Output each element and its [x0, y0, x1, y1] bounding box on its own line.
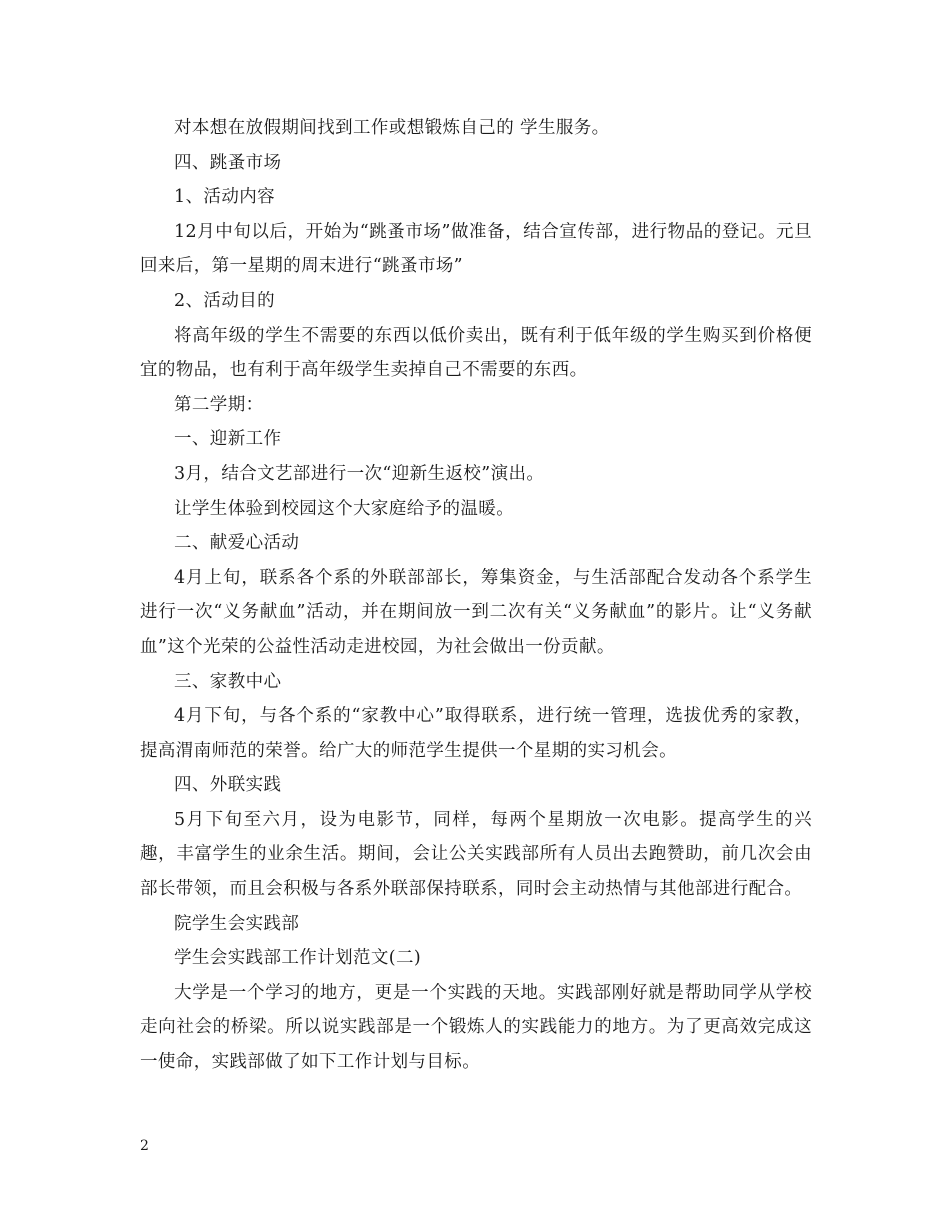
document-title: 学生会实践部工作计划范文(二) [174, 948, 422, 969]
section-heading: 四、外联实践 [174, 775, 282, 796]
section-heading: 二、献爱心活动 [174, 533, 300, 554]
semester-heading: 第二学期： [174, 394, 264, 415]
section-heading: 一、迎新工作 [174, 429, 282, 450]
paragraph: 3月，结合文艺部进行一次“迎新生返校”演出。 [174, 463, 545, 484]
subsection-heading: 1、活动内容 [174, 187, 276, 208]
paragraph: 4月上旬，联系各个系的外联部部长，筹集资金，与生活部配合发动各个系学生进行一次“义务献血”活动，并在期间放一到二次有关“义务献血”的影片。让“义务献血”这个光荣的公益性活动走进校园，为社会做出一份贡献。 [140, 567, 812, 657]
paragraph: 让学生体验到校园这个大家庭给予的温暖。 [174, 498, 515, 519]
subsection-heading: 2、活动目的 [174, 290, 276, 311]
document-body [140, 111, 812, 1080]
paragraph: 5月下旬至六月，设为电影节，同样，每两个星期放一次电影。提高学生的兴趣，丰富学生的业余生活。期间，会让公关实践部所有人员出去跑赞助，前几次会由部长带领，而且会积极与各系外联部保持联系，同时会主动热情与其他部进行配合。 [140, 809, 812, 900]
section-heading: 三、家教中心 [174, 671, 282, 692]
paragraph: 4月下旬，与各个系的“家教中心”取得联系，进行统一管理，选拔优秀的家教，提高渭南师范的荣誉。给广大的师范学生提供一个星期的实习机会。 [140, 706, 812, 761]
paragraph: 大学是一个学习的地方，更是一个实践的天地。实践部刚好就是帮助同学从学校走向社会的桥梁。所以说实践部是一个锻炼人的实践能力的地方。为了更高效完成这一使命，实践部做了如下工作计划与目标。 [140, 982, 812, 1073]
paragraph: 12月中旬以后，开始为“跳蚤市场”做准备，结合宣传部，进行物品的登记。元旦回来后，第一星期的周末进行“跳蚤市场” [140, 221, 812, 277]
paragraph: 对本想在放假期间找到工作或想锻炼自己的 学生服务。 [174, 118, 610, 138]
paragraph: 将高年级的学生不需要的东西以低价卖出，既有利于低年级的学生购买到价格便宜的物品，也有利于高年级学生卖掉自己不需要的东西。 [140, 325, 812, 381]
page-number: 2 [140, 1138, 149, 1154]
signature-line: 院学生会实践部 [174, 913, 300, 934]
section-heading: 四、跳蚤市场 [174, 152, 282, 173]
